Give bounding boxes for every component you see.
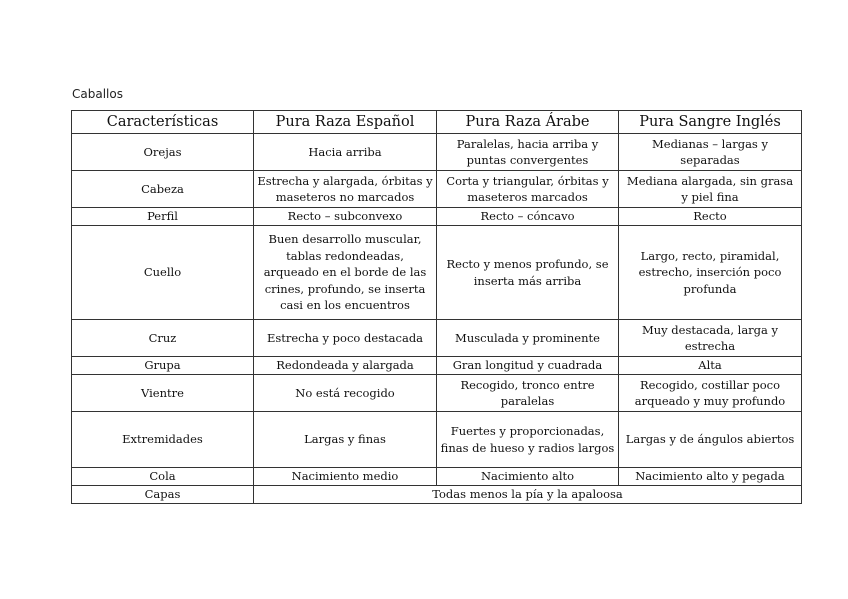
table-cell: Recogido, costillar poco arqueado y muy profundo	[619, 375, 802, 412]
header-characteristics: Características	[72, 111, 254, 134]
table-cell: Largas y de ángulos abiertos	[619, 412, 802, 468]
table-cell-merged: Todas menos la pía y la apaloosa	[254, 486, 802, 504]
table-cell: Recto – cóncavo	[437, 208, 619, 226]
header-row	[72, 111, 802, 134]
table-cell: Buen desarrollo muscular, tablas redondeadas, arqueado en el borde de las crines, profundo, se inserta casi en los encuentros	[254, 226, 437, 320]
header-pura-raza-espanol: Pura Raza Español	[254, 111, 437, 134]
table-row-capas	[72, 486, 802, 504]
table-row	[72, 134, 802, 171]
table-cell: No está recogido	[254, 375, 437, 412]
row-label: Extremidades	[72, 412, 254, 468]
table-cell: Mediana alargada, sin grasa y piel fina	[619, 171, 802, 208]
table-cell: Largas y finas	[254, 412, 437, 468]
table-cell: Musculada y prominente	[437, 320, 619, 357]
row-label: Cola	[72, 468, 254, 486]
table-row	[72, 468, 802, 486]
table-cell: Recto – subconvexo	[254, 208, 437, 226]
table-cell: Fuertes y proporcionadas, finas de hueso y radios largos	[437, 412, 619, 468]
table-cell: Paralelas, hacia arriba y puntas convergentes	[437, 134, 619, 171]
table-cell: Nacimiento alto y pegada	[619, 468, 802, 486]
table-row	[72, 320, 802, 357]
table-row	[72, 375, 802, 412]
row-label: Cuello	[72, 226, 254, 320]
table-cell: Recto	[619, 208, 802, 226]
table-cell: Muy destacada, larga y estrecha	[619, 320, 802, 357]
horse-breeds-table	[71, 110, 802, 504]
row-label: Cruz	[72, 320, 254, 357]
table-cell: Recto y menos profundo, se inserta más arriba	[437, 226, 619, 320]
table-cell: Corta y triangular, órbitas y maseteros marcados	[437, 171, 619, 208]
row-label: Perfil	[72, 208, 254, 226]
table-cell: Redondeada y alargada	[254, 357, 437, 375]
row-label: Vientre	[72, 375, 254, 412]
row-label: Capas	[72, 486, 254, 504]
table-cell: Nacimiento medio	[254, 468, 437, 486]
table-row	[72, 171, 802, 208]
table-cell: Medianas – largas y separadas	[619, 134, 802, 171]
table-cell: Recogido, tronco entre paralelas	[437, 375, 619, 412]
table-caption: Caballos	[72, 87, 123, 101]
table-cell: Largo, recto, piramidal, estrecho, inserción poco profunda	[619, 226, 802, 320]
table-row	[72, 357, 802, 375]
table-cell: Hacia arriba	[254, 134, 437, 171]
table-cell: Estrecha y poco destacada	[254, 320, 437, 357]
table-cell: Nacimiento alto	[437, 468, 619, 486]
table-row	[72, 412, 802, 468]
row-label: Grupa	[72, 357, 254, 375]
row-label: Cabeza	[72, 171, 254, 208]
table-row	[72, 226, 802, 320]
row-label: Orejas	[72, 134, 254, 171]
table-cell: Gran longitud y cuadrada	[437, 357, 619, 375]
header-pura-raza-arabe: Pura Raza Árabe	[437, 111, 619, 134]
table-cell: Alta	[619, 357, 802, 375]
table-cell: Estrecha y alargada, órbitas y maseteros no marcados	[254, 171, 437, 208]
table-row	[72, 208, 802, 226]
header-pura-sangre-ingles: Pura Sangre Inglés	[619, 111, 802, 134]
